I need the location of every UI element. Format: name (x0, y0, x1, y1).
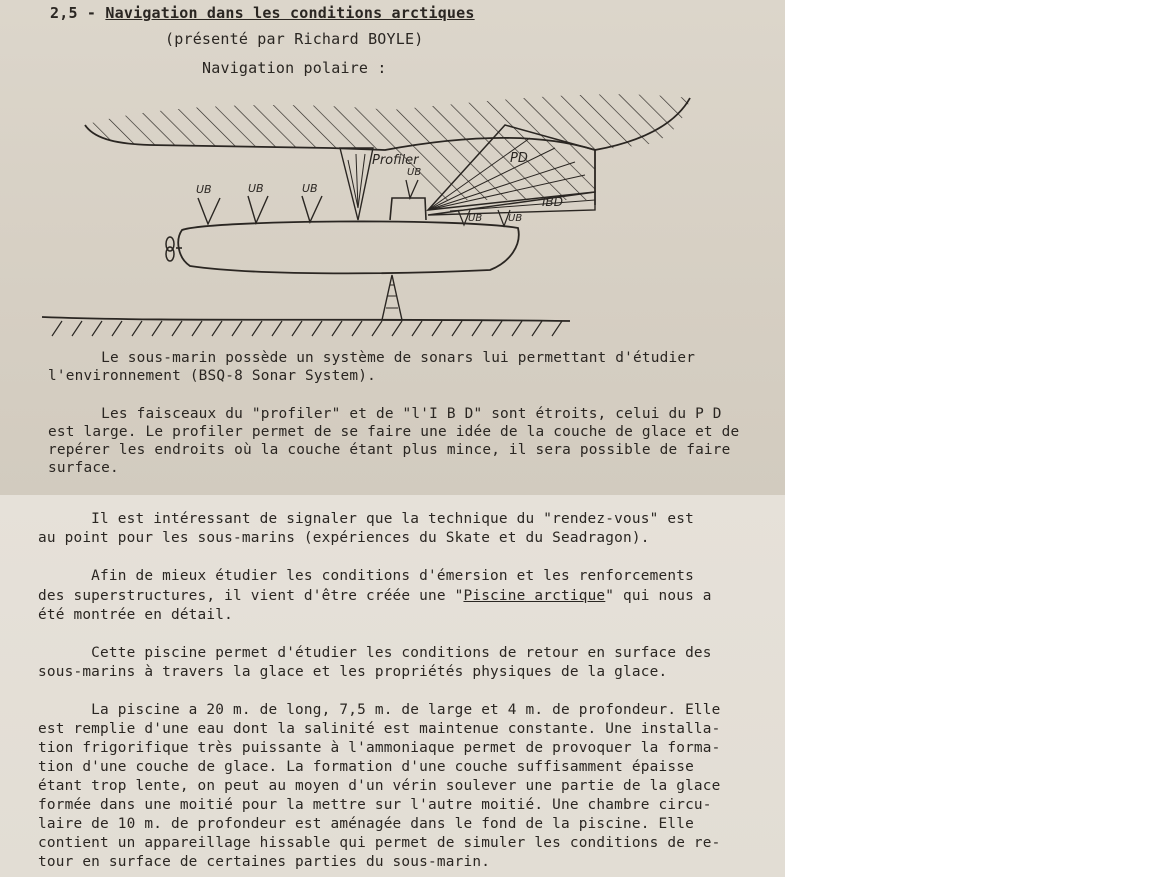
section-number: 2,5 - (50, 4, 97, 22)
text-line: Cette piscine permet d'étudier les conditions de retour en surface des (38, 645, 712, 661)
downward-beam (382, 275, 402, 320)
label-ub-6: UB (508, 213, 523, 224)
document-photo-bottom (0, 495, 785, 877)
label-ub-1: UB (196, 183, 212, 196)
ice-ceiling (85, 94, 690, 205)
label-ub-3: UB (302, 182, 318, 195)
text-line: est large. Le profiler permet de se faire une idée de la couche de glace et de (48, 424, 740, 440)
text-line: été montrée en détail. (38, 607, 234, 623)
label-ub-5: UB (468, 213, 483, 224)
text-line: étant trop lente, on peut au moyen d'un vérin soulever une partie de la glace (38, 778, 721, 794)
text-line: formée dans une moitié pour la mettre sur l'autre moitié. Une chambre circu- (38, 797, 712, 813)
label-pd: PD (510, 151, 528, 166)
text-line: Il est intéressant de signaler que la technique du "rendez-vous" est (38, 511, 694, 527)
section-heading (50, 4, 475, 22)
label-ub-2: UB (248, 182, 264, 195)
text-segment: " qui nous a (605, 588, 712, 604)
submarine-sonar-diagram (30, 80, 730, 350)
text-line: sous-marins à travers la glace et les propriétés physiques de la glace. (38, 664, 668, 680)
sea-floor (42, 317, 570, 336)
text-line: est remplie d'une eau dont la salinité est maintenue constante. Une installa- (38, 721, 721, 737)
text-line: surface. (48, 460, 119, 476)
label-ub-4: UB (407, 167, 422, 178)
text-line: repérer les endroits où la couche étant plus mince, il sera possible de faire (48, 442, 731, 458)
text-line: contient un appareillage hissable qui permet de simuler les conditions de re- (38, 835, 721, 851)
piscine-arctique-term: Piscine arctique (463, 588, 606, 604)
text-line: La piscine a 20 m. de long, 7,5 m. de large et 4 m. de profondeur. Elle (38, 702, 721, 718)
text-line: Les faisceaux du "profiler" et de "l'I B D" sont étroits, celui du P D (48, 406, 722, 422)
document-photo-top (0, 0, 785, 495)
text-line (38, 587, 712, 605)
text-segment: des superstructures, il vient d'être créée une " (38, 588, 464, 604)
text-line: tion d'une couche de glace. La formation d'une couche suffisamment épaisse (38, 759, 694, 775)
text-line: l'environnement (BSQ-8 Sonar System). (48, 368, 376, 384)
text-line: laire de 10 m. de profondeur est aménagée dans le fond de la piscine. Elle (38, 816, 694, 832)
profiler-beam (340, 148, 373, 220)
subtitle-line: Navigation polaire : (202, 59, 387, 77)
label-profiler: Profiler (372, 153, 419, 168)
presenter-line: (présenté par Richard BOYLE) (165, 30, 424, 48)
section-title: Navigation dans les conditions arctiques (105, 4, 475, 22)
label-ibd: IBD (542, 195, 564, 209)
text-line: Afin de mieux étudier les conditions d'émersion et les renforcements (38, 568, 694, 584)
text-line: tion frigorifique très puissante à l'ammoniaque permet de provoquer la forma- (38, 740, 721, 756)
text-line: tour en surface de certaines parties du sous-marin. (38, 854, 491, 870)
text-line: Le sous-marin possède un système de sonars lui permettant d'étudier (48, 350, 696, 366)
text-line: au point pour les sous-marins (expériences du Skate et du Seadragon). (38, 530, 650, 546)
